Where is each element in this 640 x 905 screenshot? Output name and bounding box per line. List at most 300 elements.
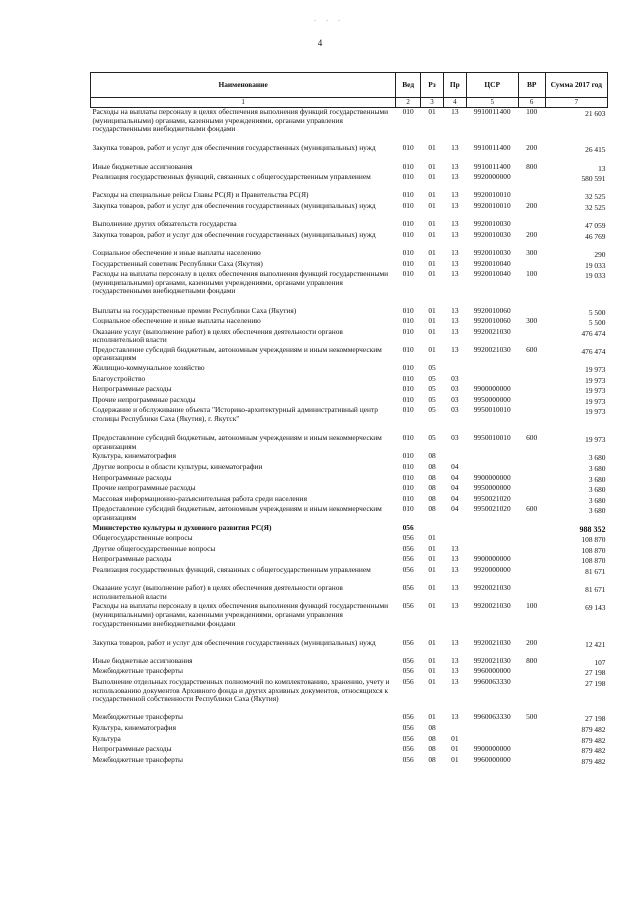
- cell-csr: 9920021030: [473, 583, 511, 593]
- table-row: [91, 406, 608, 424]
- cell-name: Иные бюджетные ассигнования: [92, 161, 193, 171]
- cell-vr: [518, 545, 545, 556]
- cell-name: Предоставление субсидий бюджетным, автономным учреждениям и иным некоммерческим организациям: [92, 433, 382, 451]
- table-row: [91, 584, 608, 602]
- cell-ved: 056: [402, 533, 414, 543]
- cell-csr: 9920010060: [473, 305, 511, 315]
- cell-csr: 9920010060: [473, 316, 511, 326]
- cell-vr: 100: [526, 107, 538, 116]
- cell-rz: 08: [428, 451, 436, 461]
- header-rz: Рз: [421, 73, 444, 98]
- cell-vr: [518, 756, 545, 767]
- cell-name: Социальное обеспечение и иные выплаты населению: [92, 316, 261, 326]
- cell-rz: 01: [428, 554, 436, 564]
- cell-name: Общегосударственные вопросы: [92, 533, 193, 543]
- column-number: 7: [545, 98, 607, 108]
- cell-csr: 9900000000: [473, 384, 511, 394]
- cell-sum: 3 680: [588, 506, 606, 516]
- cell-csr: [466, 524, 518, 535]
- cell-sum: 47 059: [585, 221, 606, 231]
- cell-rz: 01: [428, 305, 436, 315]
- cell-rz: 01: [428, 219, 436, 229]
- cell-vr: 600: [526, 344, 538, 354]
- table-row: [91, 249, 608, 260]
- cell-csr: 9920021030: [473, 637, 511, 647]
- cell-name: Другие вопросы в области культуры, кинематографии: [92, 462, 263, 471]
- cell-csr: 9920000000: [473, 172, 511, 182]
- cell-vr: [518, 584, 545, 602]
- cell-vr: [518, 463, 545, 474]
- cell-pr: 13: [451, 107, 459, 116]
- table-header-row: [91, 73, 608, 98]
- cell-name: Непрограммные расходы: [92, 554, 172, 564]
- cell-name: Расходы на специальные рейсы Главы РС(Я) и Правительства РС(Я): [92, 190, 309, 200]
- cell-sum: [545, 297, 607, 307]
- cell-name: Непрограммные расходы: [92, 472, 172, 482]
- cell-rz: 01: [428, 229, 436, 239]
- cell-name: Оказание услуг (выполнение работ) в целях обеспечения деятельности органов исполнительной власти: [92, 326, 343, 345]
- cell-sum: 19 973: [585, 407, 606, 417]
- cell-name: Культура, кинематография: [92, 451, 176, 461]
- cell-rz: 08: [428, 483, 436, 493]
- cell-vr: [518, 534, 545, 545]
- cell-csr: 9950000000: [473, 483, 511, 493]
- cell-name: Иные бюджетные ассигнования: [92, 655, 193, 665]
- cell-sum: 3 680: [588, 474, 606, 484]
- cell-pr: 03: [451, 433, 459, 443]
- cell-ved: 010: [402, 504, 414, 514]
- cell-sum: 19 033: [585, 260, 606, 270]
- cell-csr: 9950010010: [473, 405, 511, 415]
- cell-pr: 03: [451, 384, 459, 394]
- table-row: [91, 108, 608, 135]
- cell-sum: 3 680: [588, 464, 606, 473]
- cell-rz: 08: [428, 504, 436, 514]
- cell-name: Непрограммные расходы: [92, 384, 172, 394]
- cell-rz: 05: [428, 394, 436, 404]
- column-number: 3: [421, 98, 444, 108]
- cell-rz: 01: [428, 143, 436, 153]
- cell-pr: 04: [451, 493, 459, 503]
- cell-rz: 05: [428, 373, 436, 383]
- cell-pr: 13: [451, 172, 459, 182]
- cell-vr: 300: [526, 316, 538, 326]
- cell-ved: 056: [402, 712, 414, 722]
- cell-ved: 010: [402, 433, 414, 443]
- cell-rz: 01: [428, 543, 436, 553]
- cell-rz: 01: [428, 172, 436, 182]
- cell-vr: [518, 735, 545, 746]
- cell-csr: [466, 463, 518, 474]
- column-number: 6: [518, 98, 545, 108]
- cell-sum: 19 033: [585, 271, 606, 281]
- cell-vr: 100: [526, 601, 538, 611]
- cell-ved: 010: [402, 219, 414, 229]
- cell-csr: 9950021020: [473, 493, 511, 503]
- cell-ved: 010: [402, 483, 414, 493]
- cell-sum: 19 973: [585, 365, 606, 375]
- cell-name: Расходы на выплаты персоналу в целях обеспечения выполнения функций государственными (муниципальными) органами, казенными учреждениями, органами управления государственными внебюджетными фондами: [92, 269, 389, 296]
- cell-sum: 32 525: [585, 202, 606, 212]
- cell-rz: 01: [428, 583, 436, 593]
- cell-ved: 056: [402, 666, 414, 676]
- cell-pr: 13: [451, 161, 459, 171]
- cell-pr: 01: [451, 744, 459, 754]
- cell-sum: 19 973: [585, 375, 606, 385]
- scan-specks: . . .: [314, 14, 344, 23]
- cell-sum: 879 482: [581, 756, 606, 766]
- cell-sum: 5 500: [588, 318, 606, 328]
- cell-ved: 056: [402, 754, 414, 764]
- cell-name: Закупка товаров, работ и услуг для обеспечения государственных (муниципальных) нужд: [92, 229, 376, 239]
- cell-ved: 056: [402, 744, 414, 754]
- table-row: [91, 364, 608, 375]
- cell-pr: 13: [451, 601, 459, 611]
- cell-csr: 9920000000: [473, 564, 511, 574]
- table-row: [91, 756, 608, 767]
- cell-rz: 01: [428, 247, 436, 257]
- cell-ved: 056: [402, 522, 414, 532]
- cell-vr: [518, 555, 545, 566]
- cell-sum: [545, 135, 607, 145]
- cell-vr: [518, 678, 545, 713]
- cell-vr: 100: [526, 269, 538, 279]
- cell-vr: [518, 667, 545, 678]
- table-row: [91, 678, 608, 713]
- table-row: [91, 434, 608, 452]
- cell-ved: 010: [402, 200, 414, 210]
- cell-ved: 010: [402, 344, 414, 354]
- cell-vr: 200: [526, 229, 538, 239]
- cell-csr: 9920021030: [473, 601, 511, 611]
- cell-rz: 01: [428, 677, 436, 687]
- cell-sum: 32 525: [585, 192, 606, 202]
- cell-csr: 9920010010: [473, 190, 511, 200]
- cell-sum: 27 198: [585, 714, 606, 724]
- cell-pr: 13: [451, 655, 459, 665]
- cell-name: Выплаты на государственные премии Республики Саха (Якутия): [92, 305, 297, 315]
- cell-sum: 19 973: [585, 396, 606, 406]
- cell-name: Социальное обеспечение и иные выплаты населению: [92, 247, 261, 257]
- cell-vr: [518, 297, 545, 307]
- cell-rz: 05: [428, 384, 436, 394]
- table-row: [91, 173, 608, 191]
- cell-sum: 46 769: [585, 231, 606, 241]
- cell-csr: 9900000000: [473, 554, 511, 564]
- cell-ved: 010: [402, 493, 414, 503]
- cell-sum: 27 198: [585, 679, 606, 689]
- cell-rz: 01: [428, 655, 436, 665]
- cell-name: Непрограммные расходы: [92, 744, 172, 754]
- cell-name: Другие общегосударственные вопросы: [92, 543, 216, 553]
- cell-rz: 01: [428, 637, 436, 647]
- cell-vr: 800: [526, 161, 538, 171]
- cell-ved: 010: [402, 161, 414, 171]
- cell-ved: 010: [402, 462, 414, 471]
- cell-csr: [466, 452, 518, 463]
- cell-vr: [518, 452, 545, 463]
- cell-name: Прочие непрограммные расходы: [92, 483, 196, 493]
- cell-csr: [466, 534, 518, 545]
- cell-sum: 988 352: [579, 524, 606, 534]
- cell-ved: 056: [402, 583, 414, 593]
- cell-ved: 010: [402, 143, 414, 153]
- cell-sum: 3 680: [588, 485, 606, 495]
- cell-pr: 13: [451, 712, 459, 722]
- cell-csr: [466, 724, 518, 735]
- cell-pr: 04: [451, 462, 459, 471]
- header-csr: ЦСР: [466, 73, 518, 98]
- cell-sum: 108 870: [581, 545, 606, 555]
- budget-table: [90, 72, 608, 766]
- cell-pr: 03: [451, 373, 459, 383]
- cell-sum: 107: [594, 657, 606, 667]
- table-row: [91, 463, 608, 474]
- cell-ved: 010: [402, 472, 414, 482]
- page-number: 4: [317, 38, 323, 48]
- cell-ved: 010: [402, 326, 414, 336]
- cell-pr: 01: [451, 733, 459, 743]
- cell-rz: 01: [428, 533, 436, 543]
- table-row: [91, 144, 608, 162]
- table-row: [91, 602, 608, 629]
- cell-rz: 01: [428, 712, 436, 722]
- cell-csr: 9920010030: [473, 219, 511, 229]
- cell-sum: 21 603: [585, 109, 606, 118]
- cell-pr: 13: [451, 305, 459, 315]
- cell-sum: 19 973: [585, 435, 606, 445]
- cell-rz: 05: [428, 433, 436, 443]
- cell-vr: [518, 328, 545, 346]
- cell-ved: 056: [402, 655, 414, 665]
- cell-pr: 13: [451, 258, 459, 268]
- cell-pr: 13: [451, 326, 459, 336]
- cell-vr: 200: [526, 200, 538, 210]
- cell-ved: 010: [402, 229, 414, 239]
- table-row: [91, 231, 608, 249]
- cell-ved: 010: [402, 373, 414, 383]
- cell-vr: [518, 406, 545, 424]
- cell-pr: [443, 524, 466, 535]
- cell-pr: 13: [451, 554, 459, 564]
- table-row: [91, 328, 608, 346]
- cell-csr: 9910011400: [473, 161, 511, 171]
- cell-rz: 08: [428, 744, 436, 754]
- cell-vr: [518, 524, 545, 535]
- cell-sum: 290: [594, 249, 606, 259]
- cell-vr: [518, 396, 545, 407]
- cell-sum: 12 421: [585, 639, 606, 649]
- cell-csr: 9900000000: [473, 472, 511, 482]
- cell-name: Культура: [92, 733, 121, 743]
- cell-pr: 04: [451, 472, 459, 482]
- cell-pr: 13: [451, 677, 459, 687]
- cell-rz: 01: [428, 326, 436, 336]
- cell-rz: 01: [428, 161, 436, 171]
- cell-pr: 13: [451, 219, 459, 229]
- cell-ved: 056: [402, 601, 414, 611]
- cell-ved: 010: [402, 316, 414, 326]
- cell-pr: 13: [451, 543, 459, 553]
- cell-csr: 9910011400: [473, 107, 511, 116]
- cell-rz: 08: [428, 733, 436, 743]
- table-row: [91, 639, 608, 657]
- cell-ved: 010: [402, 363, 414, 373]
- cell-ved: 010: [402, 405, 414, 415]
- cell-name: Прочие непрограммные расходы: [92, 394, 196, 404]
- cell-sum: 3 680: [588, 495, 606, 505]
- cell-ved: 056: [402, 637, 414, 647]
- cell-rz: 05: [428, 363, 436, 373]
- cell-ved: 010: [402, 451, 414, 461]
- cell-name: Массовая информационно-разъяснительная работа среди населения: [92, 493, 307, 503]
- column-number: 4: [443, 98, 466, 108]
- cell-csr: 9920010040: [473, 258, 511, 268]
- cell-sum: 69 143: [585, 603, 606, 613]
- column-number-row: [91, 98, 608, 108]
- cell-rz: 01: [428, 666, 436, 676]
- cell-sum: 13: [598, 163, 606, 173]
- cell-csr: 9950010010: [473, 433, 511, 443]
- cell-name: Закупка товаров, работ и услуг для обеспечения государственных (муниципальных) нужд: [92, 200, 376, 210]
- cell-rz: 08: [428, 462, 436, 471]
- cell-name: Межбюджетные трансферты: [92, 666, 183, 676]
- column-number: 2: [396, 98, 421, 108]
- cell-name: Государственный советник Республики Саха (Якутия): [92, 258, 263, 268]
- cell-ved: 056: [402, 543, 414, 553]
- cell-vr: [518, 385, 545, 396]
- cell-vr: 600: [526, 433, 538, 443]
- cell-name: Межбюджетные трансферты: [92, 712, 183, 722]
- cell-csr: 9900000000: [473, 744, 511, 754]
- cell-vr: 500: [526, 712, 538, 722]
- header-sum: Сумма 2017 год: [545, 73, 607, 98]
- cell-rz: 01: [428, 107, 436, 116]
- cell-rz: 01: [428, 190, 436, 200]
- cell-ved: 010: [402, 107, 414, 116]
- header-name: Наименование: [91, 73, 396, 98]
- cell-ved: 056: [402, 564, 414, 574]
- cell-csr: 9960063330: [473, 677, 511, 687]
- cell-name: Министерство культуры и духовного развития РС(Я): [92, 522, 272, 532]
- cell-name: Выполнение других обязательств государства: [92, 219, 237, 229]
- column-number: 1: [91, 98, 396, 108]
- cell-vr: [518, 484, 545, 495]
- cell-vr: [518, 566, 545, 584]
- cell-pr: 01: [451, 754, 459, 764]
- cell-name: Благоустройство: [92, 373, 146, 383]
- cell-csr: 9920021030: [473, 326, 511, 336]
- cell-csr: 9920010040: [473, 269, 511, 279]
- cell-rz: 05: [428, 405, 436, 415]
- cell-name: Оказание услуг (выполнение работ) в целях обеспечения деятельности органов исполнительной власти: [92, 583, 343, 601]
- cell-ved: 056: [402, 554, 414, 564]
- cell-sum: 879 482: [581, 735, 606, 745]
- cell-csr: 9920010030: [473, 247, 511, 257]
- cell-ved: 056: [402, 677, 414, 687]
- cell-sum: 26 415: [585, 145, 606, 155]
- cell-name: Предоставление субсидий бюджетным, автономным учреждениям и иным некоммерческим организациям: [92, 344, 382, 363]
- cell-sum: [545, 629, 607, 639]
- cell-rz: 08: [428, 493, 436, 503]
- table-row: [91, 566, 608, 584]
- cell-rz: 01: [428, 258, 436, 268]
- cell-rz: 01: [428, 316, 436, 326]
- cell-vr: [518, 173, 545, 191]
- cell-csr: 9920010030: [473, 229, 511, 239]
- cell-name: Расходы на выплаты персоналу в целях обеспечения выполнения функций государственными (муниципальными) органами, казенными учреждениями, органами управления государственными внебюджетными фондами: [92, 107, 389, 134]
- cell-ved: 010: [402, 269, 414, 279]
- cell-rz: 08: [428, 754, 436, 764]
- cell-name: Реализация государственных функций, связанных с общегосударственным управлением: [92, 172, 371, 182]
- cell-csr: 9960000000: [473, 754, 511, 764]
- cell-name: Закупка товаров, работ и услуг для обеспечения государственных (муниципальных) нужд: [92, 637, 376, 647]
- cell-csr: [466, 364, 518, 375]
- cell-sum: 5 500: [588, 307, 606, 317]
- cell-ved: 010: [402, 258, 414, 268]
- cell-rz: 01: [428, 269, 436, 279]
- cell-sum: 476 474: [581, 346, 606, 356]
- cell-ved: 056: [402, 733, 414, 743]
- table-row: [91, 346, 608, 364]
- cell-sum: 108 870: [581, 535, 606, 545]
- cell-pr: 13: [451, 637, 459, 647]
- cell-sum: 3 680: [588, 453, 606, 463]
- cell-pr: 13: [451, 269, 459, 279]
- cell-csr: 9920010010: [473, 200, 511, 210]
- cell-name: Культура, кинематография: [92, 723, 176, 733]
- cell-pr: 13: [451, 200, 459, 210]
- cell-ved: 010: [402, 172, 414, 182]
- cell-pr: 03: [451, 394, 459, 404]
- cell-name: Закупка товаров, работ и услуг для обеспечения государственных (муниципальных) нужд: [92, 143, 376, 153]
- cell-name: Предоставление субсидий бюджетным, автономным учреждениям и иным некоммерческим организациям: [92, 504, 382, 522]
- cell-sum: 81 671: [585, 585, 606, 595]
- table-body: [91, 108, 608, 767]
- cell-pr: 13: [451, 666, 459, 676]
- cell-pr: 13: [451, 344, 459, 354]
- cell-csr: 9920021030: [473, 655, 511, 665]
- column-number: 5: [466, 98, 518, 108]
- cell-vr: 800: [526, 655, 538, 665]
- cell-csr: 9960000000: [473, 666, 511, 676]
- cell-sum: 81 671: [585, 566, 606, 576]
- cell-csr: 9950000000: [473, 394, 511, 404]
- cell-name: Межбюджетные трансферты: [92, 754, 183, 764]
- cell-name: Реализация государственных функций, связанных с общегосударственным управлением: [92, 564, 371, 574]
- cell-pr: 13: [451, 229, 459, 239]
- header-ved: Вед: [396, 73, 421, 98]
- cell-ved: 010: [402, 394, 414, 404]
- cell-sum: 108 870: [581, 556, 606, 566]
- cell-rz: 01: [428, 344, 436, 354]
- table-row: [91, 505, 608, 523]
- cell-pr: 03: [451, 405, 459, 415]
- cell-vr: 300: [526, 247, 538, 257]
- cell-pr: 13: [451, 564, 459, 574]
- cell-vr: [518, 474, 545, 485]
- cell-ved: 056: [402, 723, 414, 733]
- cell-ved: 010: [402, 305, 414, 315]
- cell-vr: 600: [526, 504, 538, 514]
- cell-csr: 9910011400: [473, 143, 511, 153]
- cell-sum: 580 591: [581, 174, 606, 184]
- cell-ved: 010: [402, 384, 414, 394]
- cell-vr: 200: [526, 637, 538, 647]
- table-row: [91, 202, 608, 220]
- cell-name: Расходы на выплаты персоналу в целях обеспечения выполнения функций государственными (муниципальными) органами, казенными учреждениями, органами управления государственными внебюджетными фондами: [92, 601, 389, 628]
- cell-pr: 04: [451, 483, 459, 493]
